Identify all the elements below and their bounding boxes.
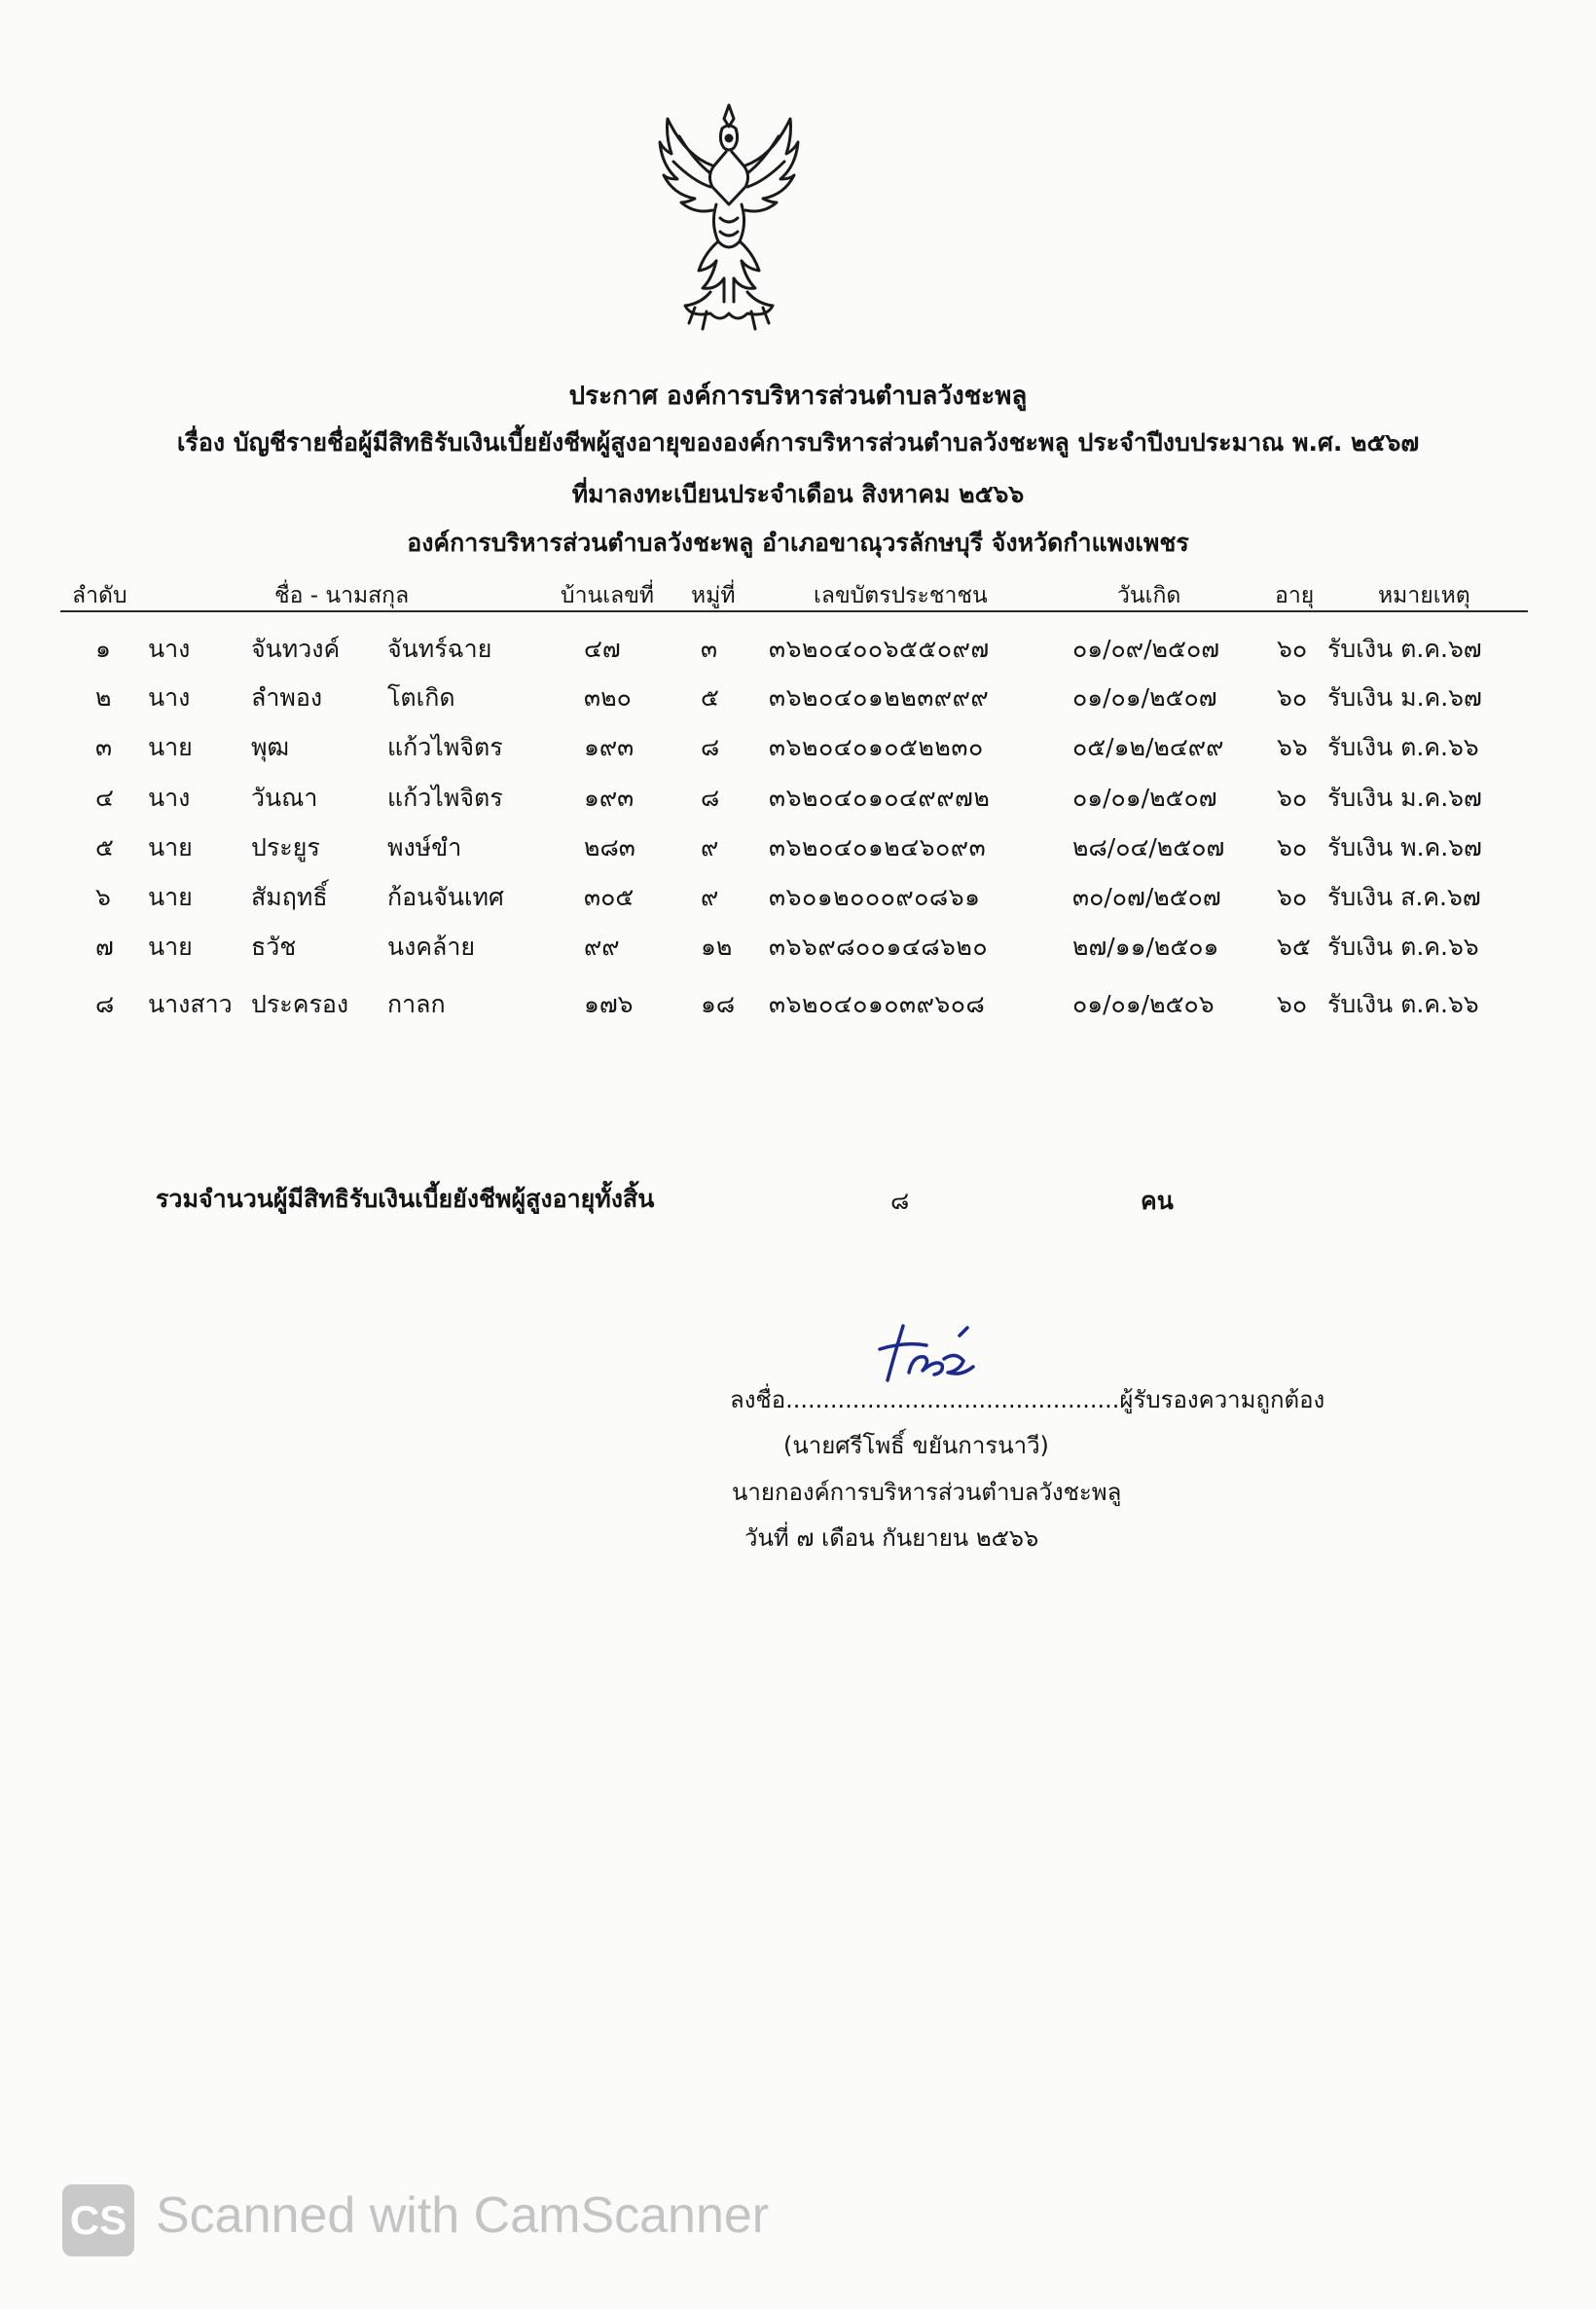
row-remark: รับเงิน ม.ค.๖๗	[1327, 683, 1482, 712]
row-birth-date: ๐๕/๑๒/๒๔๙๙	[1072, 733, 1224, 761]
row-house-no: ๒๘๓	[584, 833, 635, 861]
summary-unit: คน	[1141, 1187, 1174, 1215]
row-title: นาง	[148, 635, 191, 663]
row-id-number: ๓๖๒๐๔๐๑๒๒๓๙๙๙	[769, 683, 990, 712]
row-house-no: ๓๒๐	[584, 683, 632, 712]
row-birth-date: ๒๘/๐๔/๒๕๐๗	[1072, 833, 1225, 861]
row-id-number: ๓๖๒๐๔๐๐๖๕๕๐๙๗	[769, 635, 990, 663]
row-moo: ๑๘	[701, 990, 736, 1018]
registration-month: ที่มาลงทะเบียนประจำเดือน สิงหาคม ๒๕๖๖	[571, 480, 1025, 508]
row-first-name: ประยูร	[251, 833, 320, 861]
table-header-rule	[60, 610, 1528, 612]
summary-count: ๘	[890, 1187, 910, 1215]
column-header-id: เลขบัตรประชาชน	[814, 583, 988, 608]
row-last-name: จันทร์ฉาย	[387, 635, 492, 663]
row-title: นาย	[148, 833, 193, 861]
announcement-title: ประกาศ องค์การบริหารส่วนตำบลวังชะพลู	[568, 382, 1028, 411]
signer-position: นายกองค์การบริหารส่วนตำบลวังชะพลู	[732, 1479, 1122, 1506]
column-header-no: ลำดับ	[72, 583, 127, 608]
row-id-number: ๓๖๒๐๔๐๑๐๓๙๖๐๘	[769, 990, 986, 1018]
row-remark: รับเงิน พ.ค.๖๗	[1327, 833, 1482, 861]
row-last-name: พงษ์ขำ	[387, 833, 462, 861]
announcement-subject: เรื่อง บัญชีรายชื่อผู้มีสิทธิรับเงินเบี้ยยังชีพผู้สูงอายุขององค์การบริหารส่วนตำบลวังชะพลู ประจำปีงบประมาณ พ.ศ. ๒๕๖๗	[176, 428, 1420, 457]
row-id-number: ๓๖๖๙๘๐๐๑๔๘๖๒๐	[769, 933, 989, 961]
row-house-no: ๙๙	[584, 933, 620, 961]
row-no: ๘	[95, 990, 115, 1018]
row-id-number: ๓๖๒๐๔๐๑๐๔๙๙๗๒	[769, 784, 991, 812]
row-first-name: ประครอง	[251, 990, 349, 1018]
column-header-moo: หมู่ที่	[691, 583, 736, 608]
row-last-name: แก้วไพจิตร	[387, 784, 503, 812]
row-moo: ๓	[701, 635, 718, 663]
signature-date: วันที่ ๗ เดือน กันยายน ๒๕๖๖	[744, 1524, 1039, 1552]
row-age: ๖๐	[1277, 883, 1308, 911]
row-last-name: โตเกิด	[387, 683, 455, 712]
row-moo: ๕	[701, 683, 719, 712]
row-no: ๑	[95, 635, 111, 663]
row-remark: รับเงิน ต.ค.๖๖	[1327, 733, 1479, 761]
row-remark: รับเงิน ต.ค.๖๗	[1327, 635, 1482, 663]
table-row	[0, 726, 1596, 769]
summary-label: รวมจำนวนผู้มีสิทธิรับเงินเบี้ยยังชีพผู้สูงอายุทั้งสิ้น	[156, 1185, 655, 1213]
row-title: นาง	[148, 784, 191, 812]
table-row	[0, 826, 1596, 869]
column-header-age: อายุ	[1275, 583, 1315, 608]
table-row	[0, 926, 1596, 969]
row-birth-date: ๐๑/๐๑/๒๕๐๗	[1072, 784, 1217, 812]
row-birth-date: ๒๗/๑๑/๒๕๐๑	[1072, 933, 1219, 961]
row-first-name: สัมฤทธิ์	[251, 883, 328, 911]
row-no: ๖	[95, 883, 111, 911]
row-id-number: ๓๖๒๐๔๐๑๐๕๒๒๓๐	[769, 733, 984, 761]
row-no: ๒	[95, 683, 112, 712]
row-no: ๔	[95, 784, 114, 812]
row-last-name: ก้อนจันเทศ	[387, 883, 504, 911]
row-age: ๖๕	[1277, 933, 1311, 961]
row-house-no: ๑๙๓	[584, 733, 635, 761]
column-header-name: ชื่อ - นามสกุล	[274, 583, 410, 608]
row-title: นาย	[148, 883, 193, 911]
row-first-name: วันณา	[251, 784, 318, 812]
table-row	[0, 777, 1596, 820]
row-last-name: กาลก	[387, 990, 446, 1018]
table-row	[0, 983, 1596, 1026]
row-no: ๕	[95, 833, 114, 861]
row-moo: ๑๒	[701, 933, 733, 961]
row-first-name: พุฒ	[251, 733, 290, 761]
row-first-name: ลำพอง	[251, 683, 323, 712]
row-title: นาย	[148, 933, 193, 961]
column-header-house: บ้านเลขที่	[561, 583, 655, 608]
row-birth-date: ๐๑/๐๑/๒๕๐๖	[1072, 990, 1215, 1018]
row-last-name: นงคล้าย	[387, 933, 476, 961]
garuda-emblem	[656, 97, 802, 336]
column-header-remark: หมายเหตุ	[1378, 583, 1470, 608]
table-row	[0, 628, 1596, 671]
row-moo: ๙	[701, 883, 719, 911]
camscanner-logo-icon: CS	[62, 2184, 134, 2256]
signer-name: (นายศรีโพธิ์ ขยันการนาวี)	[783, 1432, 1049, 1459]
row-house-no: ๑๙๓	[584, 784, 635, 812]
row-age: ๖๐	[1277, 635, 1308, 663]
row-age: ๖๐	[1277, 990, 1308, 1018]
row-title: นาย	[148, 733, 193, 761]
table-row	[0, 677, 1596, 719]
row-title: นาง	[148, 683, 191, 712]
row-age: ๖๐	[1277, 833, 1308, 861]
row-birth-date: ๐๑/๐๙/๒๕๐๗	[1072, 635, 1220, 663]
row-birth-date: ๐๑/๐๑/๒๕๐๗	[1072, 683, 1217, 712]
row-house-no: ๓๐๕	[584, 883, 635, 911]
row-no: ๗	[95, 933, 114, 961]
row-house-no: ๔๗	[584, 635, 621, 663]
row-age: ๖๐	[1277, 683, 1308, 712]
row-id-number: ๓๖๐๑๒๐๐๐๙๐๘๖๑	[769, 883, 981, 911]
row-age: ๖๖	[1277, 733, 1308, 761]
table-row	[0, 876, 1596, 919]
row-remark: รับเงิน ต.ค.๖๖	[1327, 990, 1479, 1018]
row-id-number: ๓๖๒๐๔๐๑๒๔๖๐๙๓	[769, 833, 987, 861]
row-last-name: แก้วไพจิตร	[387, 733, 503, 761]
signature-line: ลงชื่อ.............................................ผู้รับรองความถูกต้อง	[730, 1386, 1325, 1413]
row-house-no: ๑๗๖	[584, 990, 634, 1018]
row-no: ๓	[95, 733, 113, 761]
row-age: ๖๐	[1277, 784, 1308, 812]
row-title: นางสาว	[148, 990, 233, 1018]
row-birth-date: ๓๐/๐๗/๒๕๐๗	[1072, 883, 1221, 911]
row-moo: ๙	[701, 833, 719, 861]
row-remark: รับเงิน ต.ค.๖๖	[1327, 933, 1479, 961]
column-header-birth: วันเกิด	[1117, 583, 1181, 608]
organization-location: องค์การบริหารส่วนตำบลวังชะพลู อำเภอขาณุวรลักษบุรี จังหวัดกำแพงเพชร	[407, 529, 1189, 557]
camscanner-watermark: Scanned with CamScanner	[156, 2187, 770, 2244]
row-moo: ๘	[701, 784, 720, 812]
row-remark: รับเงิน ม.ค.๖๗	[1327, 784, 1482, 812]
row-first-name: จันทวงค์	[251, 635, 341, 663]
row-first-name: ธวัช	[251, 933, 297, 961]
row-moo: ๘	[701, 733, 720, 761]
row-remark: รับเงิน ส.ค.๖๗	[1327, 883, 1481, 911]
